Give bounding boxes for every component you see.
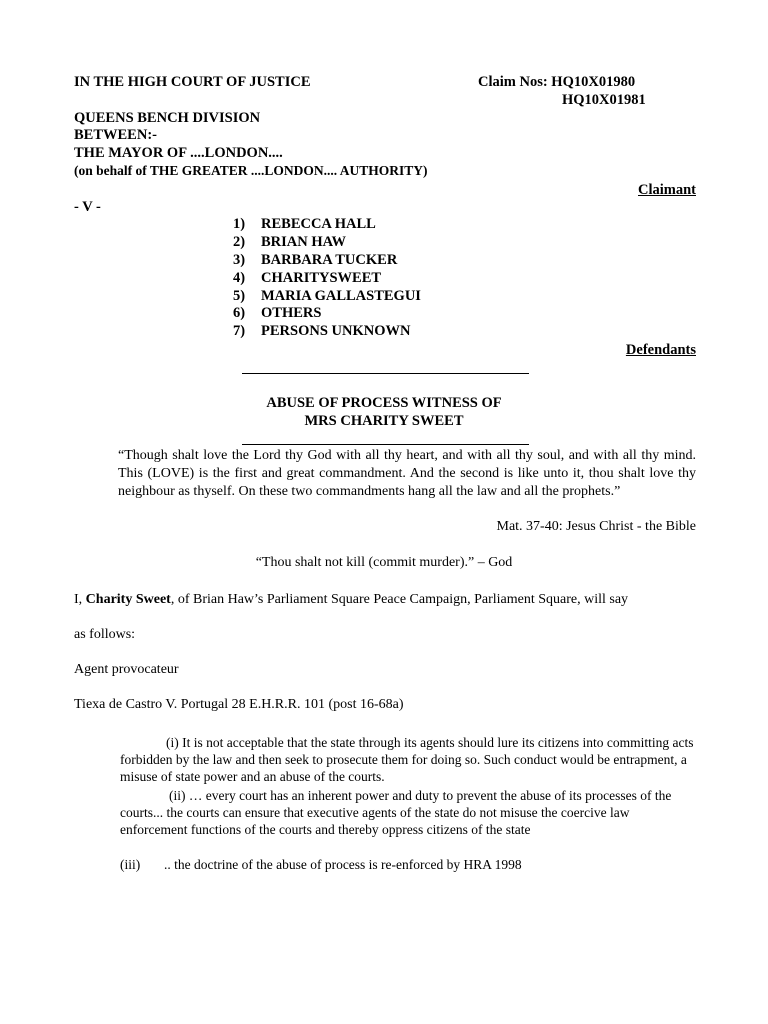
commandment-quote: “Thou shalt not kill (commit murder).” – God [255,555,513,570]
defendant-num: 4) [233,270,246,286]
point-i: (i) It is not acceptable that the state through its agents should lure its citizens into committing acts forbidden by the law and then seek to prosecute them for doing so. Such conduct would be entrapment, a misuse of state power and an abuse of the courts. [120,735,694,784]
versus: - V - [74,199,101,215]
bible-quote-source: Mat. 37-40: Jesus Christ - the Bible [496,519,696,534]
intro-prefix: I, [74,592,86,607]
defendant-name: PERSONS UNKNOWN [261,323,411,339]
title-rule-bottom [242,444,529,445]
defendant-name: CHARITYSWEET [261,270,382,286]
point-ii: (ii) … every court has an inherent power and duty to prevent the abuse of its processes of the courts... the courts can ensure that executive agents of the state do not misuse the coercive law enforcement functions of the courts and thereby oppress citizens of the state [120,788,672,837]
point-iii-number: (iii) [120,857,141,872]
defendant-num: 1) [233,216,246,232]
claim-numbers: Claim Nos: HQ10X01980 [478,74,636,90]
title-rule-top [242,373,529,374]
intro-rest: , of Brian Haw’s Parliament Square Peace Campaign, Parliament Square, will say [170,592,629,607]
defendant-name: MARIA GALLASTEGUI [261,288,421,304]
defendants-role: Defendants [625,342,696,358]
document-subtitle: MRS CHARITY SWEET [304,413,464,429]
point-iii: .. the doctrine of the abuse of process is re-enforced by HRA 1998 [164,857,522,872]
defendant-num: 6) [233,305,246,321]
defendant-num: 7) [233,323,246,339]
defendant-name: REBECCA HALL [261,216,376,232]
claimant-name: THE MAYOR OF ....LONDON.... [74,145,283,161]
claimant-role: Claimant [638,182,696,198]
defendant-name: BARBARA TUCKER [261,252,398,268]
witness-name: Charity Sweet [85,592,171,607]
claimant-behalf: (on behalf of THE GREATER ....LONDON.... AUTHORITY) [74,163,428,178]
document-title: ABUSE OF PROCESS WITNESS OF [266,395,502,411]
between-label: BETWEEN:- [74,127,157,143]
bible-quote: “Though shalt love the Lord thy God with all thy heart, and with all thy soul, and with all thy mind. This (LOVE) is the first and great commandment. And the second is like unto it, thou shalt love thy neighbour as thyself. On these two commandments hang all the law and all the prophets.” [118,448,696,499]
defendant-num: 3) [233,252,246,268]
intro-line [74,592,628,608]
case-reference: Tiexa de Castro V. Portugal 28 E.H.R.R. 101 (post 16-68a) [74,697,404,712]
intro-continuation: as follows: [74,627,136,642]
defendant-name: BRIAN HAW [261,234,346,250]
defendant-name: OTHERS [261,305,322,321]
division: QUEENS BENCH DIVISION [74,110,261,126]
defendant-num: 2) [233,234,246,250]
claim-number-2: HQ10X01981 [562,92,646,108]
defendant-num: 5) [233,288,246,304]
section-heading: Agent provocateur [74,662,179,677]
court-name: IN THE HIGH COURT OF JUSTICE [74,74,311,90]
